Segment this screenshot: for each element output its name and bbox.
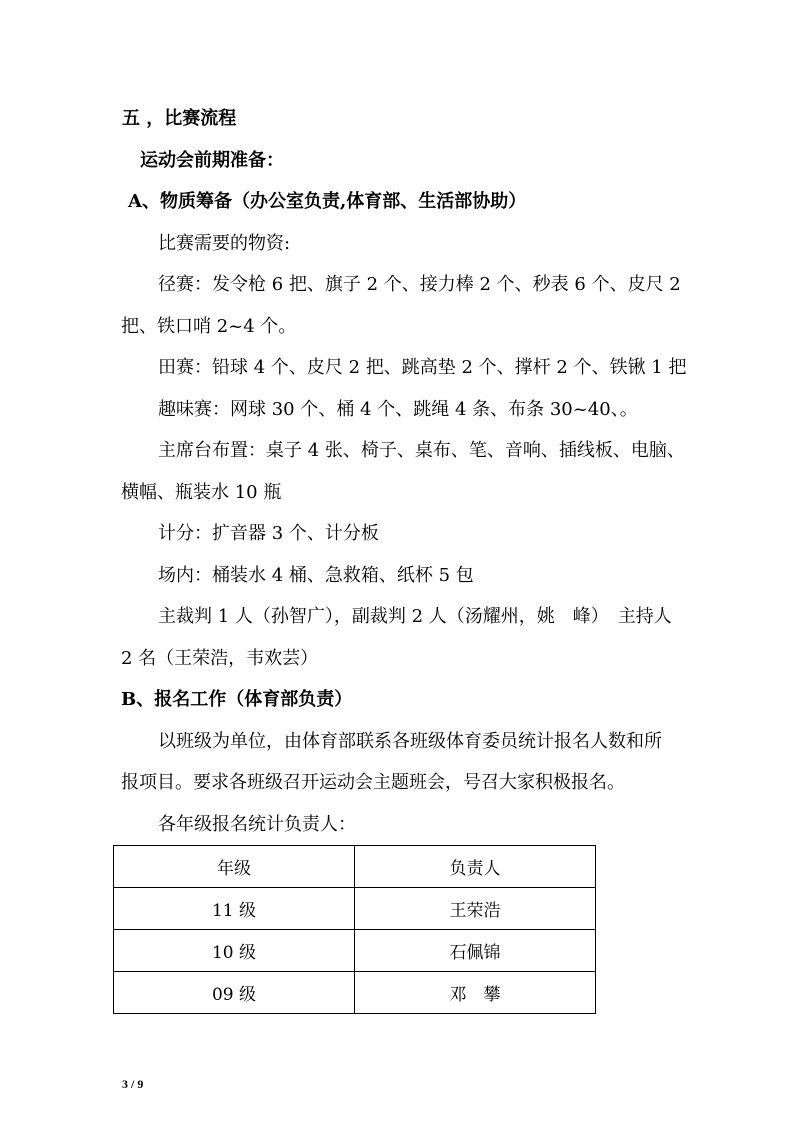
track-materials-line-2: 把、铁口哨 2~4 个。 bbox=[121, 316, 297, 337]
table-row bbox=[114, 888, 596, 930]
table-header-row bbox=[114, 846, 596, 888]
scoring-materials: 计分：扩音器 3 个、计分板 bbox=[158, 523, 379, 544]
header-grade: 年级 bbox=[114, 846, 355, 888]
part-b-heading: B、报名工作（体育部负责） bbox=[121, 689, 353, 710]
venue-materials: 场内：桶装水 4 桶、急救箱、纸杯 5 包 bbox=[158, 565, 474, 586]
registration-para-line-2: 报项目。要求各班级召开运动会主题班会，号召大家积极报名。 bbox=[121, 772, 625, 793]
materials-intro: 比赛需要的物资: bbox=[158, 233, 291, 254]
part-a-heading: A、物质筹备（办公室负责,体育部、生活部协助） bbox=[128, 191, 527, 212]
grade-cell: 10 级 bbox=[114, 930, 355, 972]
header-leader: 负责人 bbox=[355, 846, 596, 888]
registration-para-line-1: 以班级为单位，由体育部联系各班级体育委员统计报名人数和所 bbox=[158, 731, 662, 752]
fun-materials: 趣味赛：网球 30 个、桶 4 个、跳绳 4 条、布条 30~40、。 bbox=[158, 399, 638, 420]
prep-heading: 运动会前期准备： bbox=[140, 150, 284, 171]
leader-cell: 邓 攀 bbox=[355, 972, 596, 1014]
page-number: 3 / 9 bbox=[122, 1077, 144, 1091]
judges-line-1: 主裁判 1 人（孙智广），副裁判 2 人（汤耀州，姚 峰） 主持人 bbox=[158, 606, 672, 627]
stage-setup-line-2: 横幅、瓶装水 10 瓶 bbox=[121, 482, 282, 503]
grade-cell: 09 级 bbox=[114, 972, 355, 1014]
section-title: 五 ，比赛流程 bbox=[122, 108, 237, 129]
field-materials: 田赛：铅球 4 个、皮尺 2 把、跳高垫 2 个、撑杆 2 个、铁锹 1 把 bbox=[158, 357, 687, 378]
table-row bbox=[114, 930, 596, 972]
leader-cell: 石佩锦 bbox=[355, 930, 596, 972]
grade-leaders-table bbox=[113, 845, 596, 1014]
track-materials-line-1: 径赛：发令枪 6 把、旗子 2 个、接力棒 2 个、秒表 6 个、皮尺 2 bbox=[158, 274, 681, 295]
grade-cell: 11 级 bbox=[114, 888, 355, 930]
leader-cell: 王荣浩 bbox=[355, 888, 596, 930]
judges-line-2: 2 名（王荣浩，韦欢芸） bbox=[121, 648, 319, 669]
table-row bbox=[114, 972, 596, 1014]
stage-setup-line-1: 主席台布置：桌子 4 张、椅子、桌布、笔、音响、插线板、电脑、 bbox=[158, 440, 685, 461]
table-caption: 各年级报名统计负责人： bbox=[158, 814, 356, 835]
